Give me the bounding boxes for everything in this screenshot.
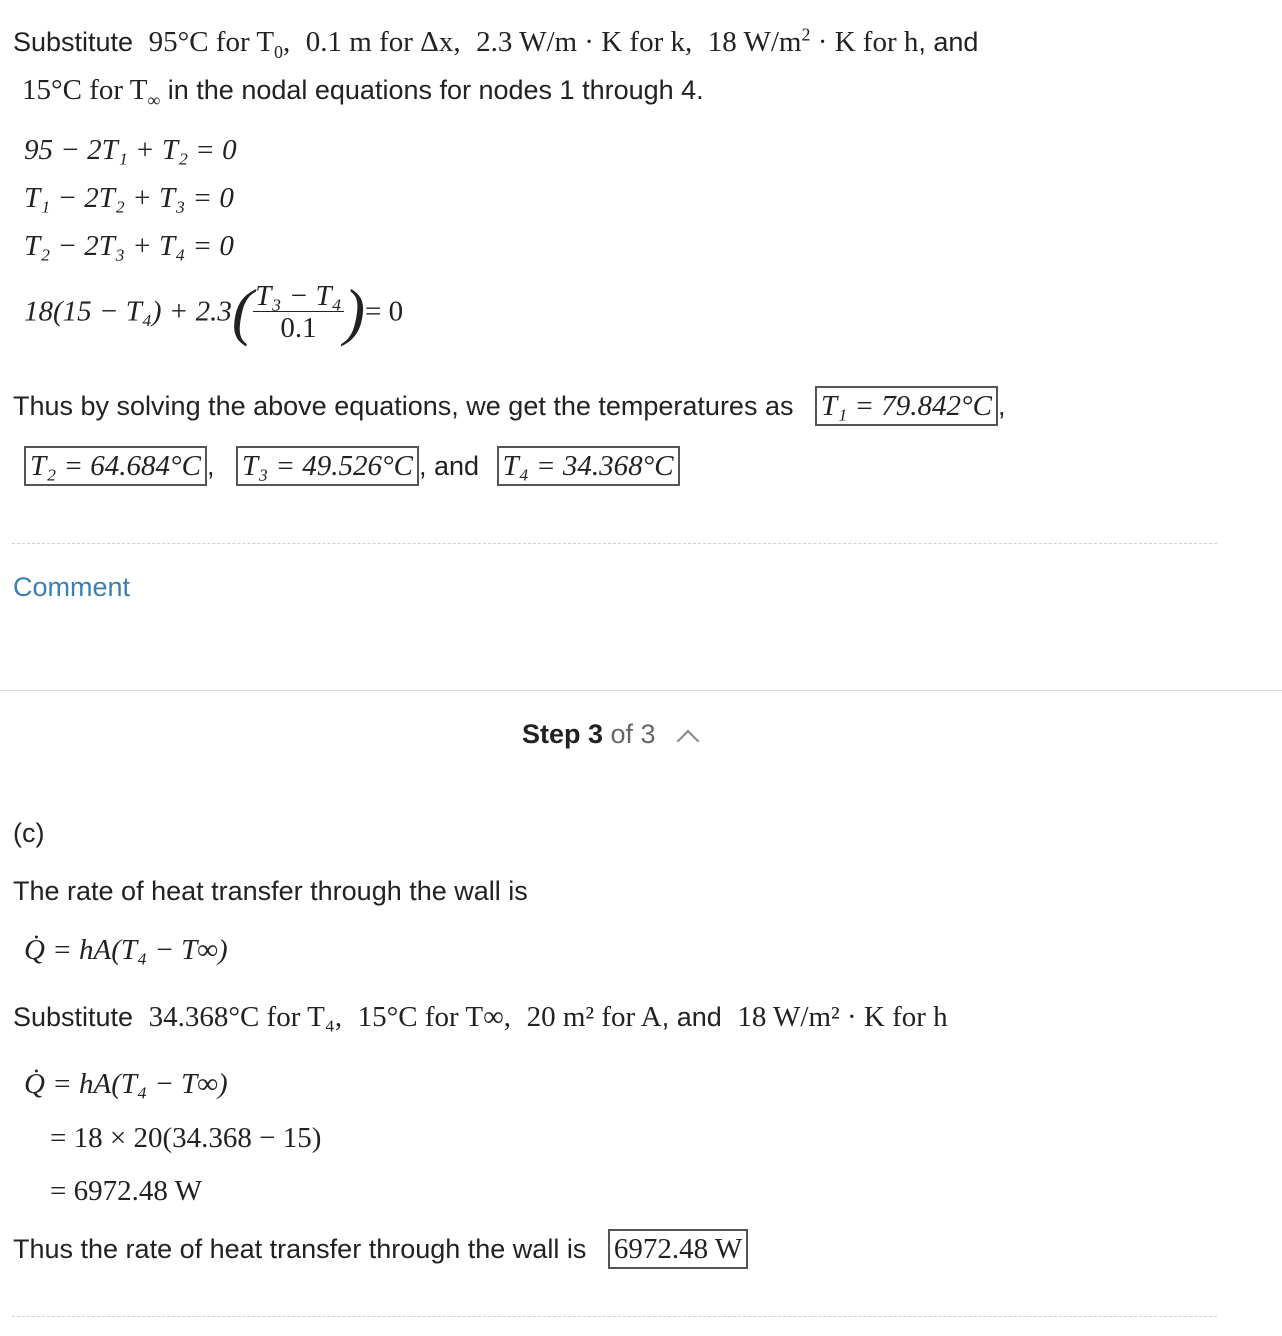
answer-t4-box: T₄ = 34.368°C <box>497 446 680 486</box>
nodal-equation-2: T₁ − 2T₂ + T₃ = 0 <box>24 182 234 214</box>
final-answer-line: Thus the rate of heat transfer through the wall is 6972.48 W <box>13 1229 748 1269</box>
comment-link[interactable]: Comment <box>13 572 131 602</box>
section-divider <box>12 543 1217 544</box>
nodal-equation-4: 18(15 − T₄) + 2.3( $\frac{\text{T₃ − T₄}}{0.1}$ )= 0 <box>24 276 404 347</box>
nodal-equation-1: 95 − 2T₁ + T₂ = 0 <box>24 134 237 166</box>
result-line-1: Thus by solving the above equations, we get the temperatures as T₁ = 79.842°C , <box>13 386 1005 426</box>
answer-t2-box: T₂ = 64.684°C <box>24 446 207 486</box>
result-line-2: T₂ = 64.684°C , T₃ = 49.526°C , and T₄ = 34.368°C <box>24 446 680 486</box>
heat-rate-formula: Q̇ = hA(T₄ − T∞) <box>24 934 228 966</box>
final-answer-box: 6972.48 W <box>608 1229 748 1269</box>
nodal-equation-3: T₂ − 2T₃ + T₄ = 0 <box>24 230 234 262</box>
answer-t3-box: T₃ = 49.526°C <box>236 446 419 486</box>
substitute-line-3: Substitute 34.368°C for T₄, 15°C for T∞, 20 m² for A, and 18 W/m² · K for h <box>13 1001 948 1033</box>
answer-t1-box: T₁ = 79.842°C <box>815 386 998 426</box>
chevron-up-icon[interactable] <box>676 730 699 753</box>
calc-line-2: = 18 × 20(34.368 − 15) <box>50 1122 322 1154</box>
section-divider-bottom <box>12 1316 1217 1317</box>
calc-line-3: = 6972.48 W <box>50 1175 202 1207</box>
step-header[interactable]: Step 3 of 3 <box>522 719 696 750</box>
substitute-line-1: Substitute 95°C for $T_0$, 0.1 m for Δx, 2.3 W/m · K for k, 18 $W/m^2 \cdot K$ for h, and <box>13 24 979 62</box>
calc-line-1: Q̇ = hA(T₄ − T∞) <box>24 1068 228 1100</box>
step-separator <box>0 690 1282 691</box>
substitute-line-2: 15°C for $T_\infty$ in the nodal equations for nodes 1 through 4. <box>22 74 704 110</box>
part-label: (c) <box>13 818 45 848</box>
step3-intro: The rate of heat transfer through the wall is <box>13 876 528 906</box>
